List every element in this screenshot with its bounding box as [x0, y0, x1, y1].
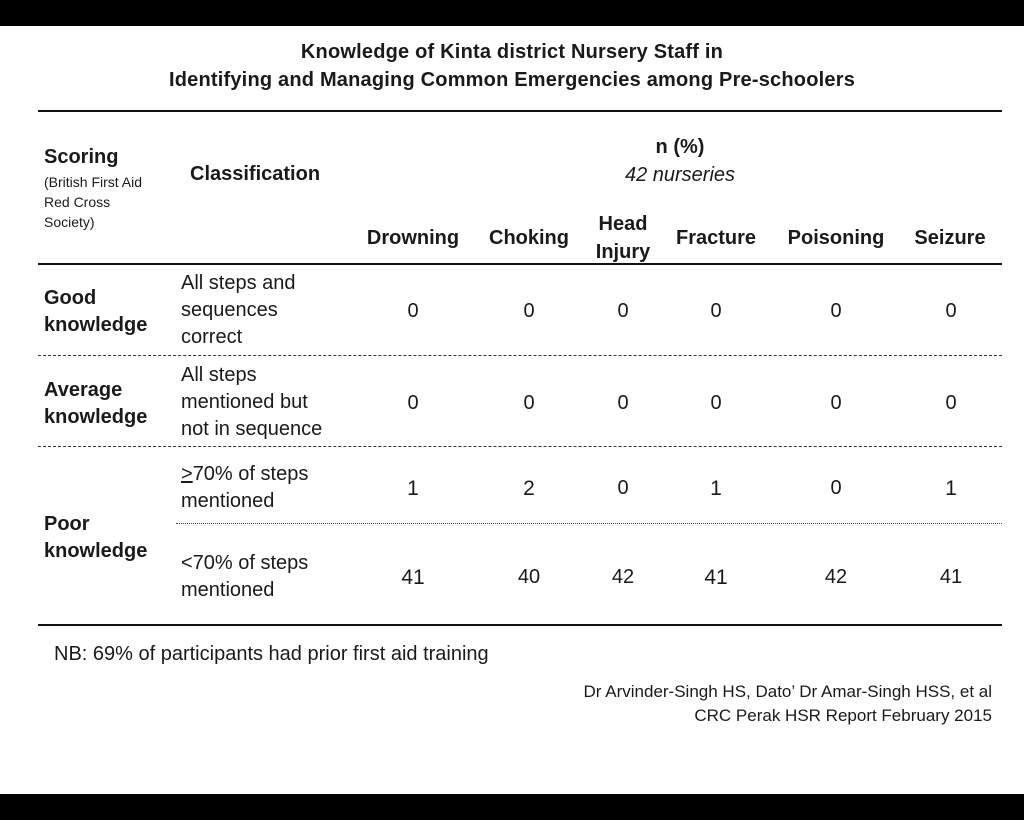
slide-title-line-1: Knowledge of Kinta district Nursery Staff in	[300, 41, 724, 63]
cell-good-poisoning: 0	[830, 300, 842, 322]
n-percent-header: n (%)	[655, 136, 705, 158]
slide-title-line-2: Identifying and Managing Common Emergencies among Pre-schoolers	[168, 69, 856, 91]
cell-poor-sub2-seizure: 41	[939, 566, 963, 588]
row-poor-label-1: Poor	[44, 513, 90, 535]
cell-poor-sub2-drowning: 41	[401, 566, 425, 589]
cell-average-seizure: 0	[945, 392, 957, 414]
cell-poor-sub1-fracture: 1	[710, 477, 722, 500]
cell-good-fracture: 0	[710, 300, 722, 322]
row-divider-good-average	[38, 355, 1002, 356]
col-seizure: Seizure	[914, 227, 986, 249]
row-divider-average-poor	[38, 446, 1002, 447]
cell-average-drowning: 0	[407, 392, 419, 414]
col-head-injury-line-1: Head	[598, 213, 648, 235]
top-black-bar	[0, 0, 1024, 26]
cell-good-seizure: 0	[945, 300, 957, 322]
cell-good-drowning: 0	[407, 300, 419, 322]
cell-poor-sub1-drowning: 1	[407, 477, 419, 500]
row-poor-label-2: knowledge	[44, 540, 148, 562]
row-poor-sub1-class-2: mentioned	[181, 490, 275, 512]
header-bottom-rule	[38, 263, 1002, 265]
cell-good-choking: 0	[523, 300, 535, 322]
row-good-class-3: correct	[181, 326, 243, 348]
bottom-black-bar	[0, 794, 1024, 820]
footnote: NB: 69% of participants had prior first aid training	[54, 643, 489, 665]
col-choking: Choking	[489, 227, 569, 249]
row-average-class-3: not in sequence	[181, 418, 323, 440]
row-average-class-2: mentioned but	[181, 391, 308, 413]
row-divider-poor-subrows	[176, 523, 1002, 524]
col-drowning: Drowning	[366, 227, 460, 249]
greater-equal-symbol: >	[181, 463, 193, 485]
cell-poor-sub2-head-injury: 42	[611, 566, 635, 588]
cell-poor-sub1-poisoning: 0	[830, 477, 842, 499]
row-poor-sub2-class-2: mentioned	[181, 579, 275, 601]
cell-poor-sub1-choking: 2	[523, 477, 535, 500]
cell-poor-sub2-poisoning: 42	[824, 566, 848, 588]
cell-average-head-injury: 0	[617, 392, 629, 414]
col-fracture: Fracture	[675, 227, 757, 249]
cell-average-fracture: 0	[710, 392, 722, 414]
row-average-class-1: All steps	[181, 364, 257, 386]
row-good-label-1: Good	[44, 287, 97, 309]
row-average-label-2: knowledge	[44, 406, 148, 428]
cell-poor-sub2-fracture: 41	[704, 566, 728, 589]
cell-poor-sub1-head-injury: 0	[617, 477, 629, 499]
scoring-note-2: Red Cross	[44, 194, 111, 210]
table-bottom-rule	[38, 624, 1002, 626]
classification-header: Classification	[190, 163, 321, 185]
credit-line-1: Dr Arvinder-Singh HS, Dato’ Dr Amar-Singh HSS, et al	[583, 682, 992, 701]
row-good-label-2: knowledge	[44, 314, 148, 336]
cell-poor-sub2-choking: 40	[517, 566, 541, 588]
scoring-header: Scoring	[44, 146, 119, 168]
col-head-injury-line-2: Injury	[595, 241, 651, 263]
row-good-class-2: sequences	[181, 299, 278, 321]
cell-good-head-injury: 0	[617, 300, 629, 322]
cell-average-poisoning: 0	[830, 392, 842, 414]
cell-poor-sub1-seizure: 1	[945, 477, 957, 500]
row-average-label-1: Average	[44, 379, 123, 401]
row-poor-sub2-class-1: <70% of steps	[181, 552, 309, 574]
table-top-rule	[38, 110, 1002, 112]
row-poor-sub1-class-1-text: 70% of steps	[192, 463, 309, 485]
col-poisoning: Poisoning	[787, 227, 885, 249]
nurseries-subheader: 42 nurseries	[624, 164, 736, 186]
row-poor-sub1-class-1	[181, 461, 308, 488]
scoring-note-1: (British First Aid	[44, 174, 143, 190]
credit-line-2: CRC Perak HSR Report February 2015	[694, 706, 992, 725]
scoring-note-3: Society)	[44, 214, 95, 230]
cell-average-choking: 0	[523, 392, 535, 414]
row-good-class-1: All steps and	[181, 272, 296, 294]
